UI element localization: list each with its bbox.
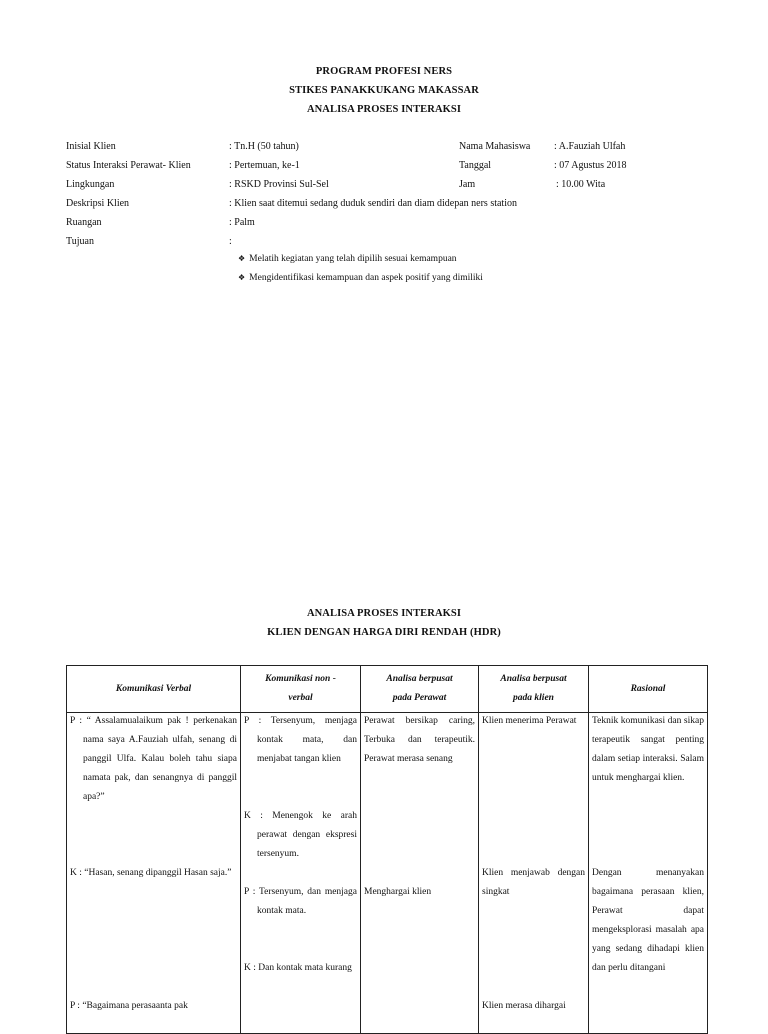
value-tujuan: : — [229, 236, 232, 247]
perawat-entry-2: Menghargai klien — [364, 887, 432, 897]
rasional-entry-1: Teknik komunikasi dan sikap terapeutik sangat penting dalam setiap interaksi. Salam untuk menghargai klien. — [592, 716, 704, 783]
verbal-entry-3: P : “Bagaimana perasaanta pak — [70, 1001, 188, 1011]
cell-verbal — [67, 713, 241, 1034]
header-komunikasi-nonverbal: Komunikasi non - verbal — [241, 666, 361, 713]
verbal-entry-1: P : “ Assalamualaikum pak ! perkenakan nama saya A.Fauziah ulfah, senang di panggil Ulfa. Kalau boleh tahu siapa namata pak, dan senangnya di panggil apa?” — [70, 716, 237, 802]
nonverbal-entry-3: P : Tersenyum, dan menjaga kontak mata. — [244, 887, 357, 916]
table-header-row — [67, 666, 708, 713]
nonverbal-entry-4: K : Dan kontak mata kurang — [244, 963, 352, 973]
verbal-entry-2: K : “Hasan, senang dipanggil Hasan saja.” — [70, 868, 232, 878]
cell-rasional — [589, 713, 708, 1034]
header-analisa-klien: Analisa berpusat pada klien — [479, 666, 589, 713]
value-nama-mahasiswa: : A.Fauziah Ulfah — [554, 141, 626, 152]
nonverbal-entry-1: P : Tersenyum, menjaga kontak mata, dan menjabat tangan klien — [244, 716, 357, 764]
header-rasional: Rasional — [589, 666, 708, 713]
value-lingkungan: : RSKD Provinsi Sul-Sel — [229, 179, 329, 190]
header-komunikasi-verbal: Komunikasi Verbal — [67, 666, 241, 713]
klien-entry-3: Klien merasa dihargai — [482, 1001, 566, 1011]
label-deskripsi-klien: Deskripsi Klien — [66, 198, 130, 209]
cell-analisa-perawat — [361, 713, 479, 1034]
value-status-interaksi: : Pertemuan, ke-1 — [229, 160, 300, 171]
cell-analisa-klien — [479, 713, 589, 1034]
value-deskripsi-klien: : Klien saat ditemui sedang duduk sendiri dan diam didepan ners station — [229, 198, 517, 209]
label-inisial-klien: Inisial Klien — [66, 141, 116, 152]
value-tanggal: : 07 Agustus 2018 — [554, 160, 627, 171]
tujuan-item-1: ❖ Melatih kegiatan yang telah dipilih sesuai kemampuan — [238, 254, 457, 264]
section-title-2: KLIEN DENGAN HARGA DIRI RENDAH (HDR) — [267, 627, 501, 638]
klien-entry-2: Klien menjawab dengan singkat — [482, 868, 585, 897]
section-title-1: ANALISA PROSES INTERAKSI — [306, 608, 462, 619]
rasional-entry-2: Dengan menanyakan bagaimana perasaan klien, Perawat dapat mengeksplorasi masalah apa yang sedang dihadapi klien dan perlu ditangani — [592, 868, 704, 973]
diamond-bullet-icon: ❖ — [238, 254, 246, 263]
tujuan-item-2: ❖ Mengidentifikasi kemampuan dan aspek positif yang dimiliki — [238, 273, 483, 283]
header-line-2: STIKES PANAKKUKANG MAKASSAR — [289, 85, 479, 96]
interaction-table — [66, 665, 708, 1034]
label-lingkungan: Lingkungan — [66, 179, 115, 190]
header-analisa-perawat: Analisa berpusat pada Perawat — [361, 666, 479, 713]
perawat-entry-1: Perawat bersikap caring, Terbuka dan terapeutik. Perawat merasa senang — [364, 716, 475, 764]
klien-entry-1: Klien menerima Perawat — [482, 716, 577, 726]
label-nama-mahasiswa: Nama Mahasiswa — [459, 141, 531, 152]
header-line-1: PROGRAM PROFESI NERS — [315, 66, 453, 77]
label-tanggal: Tanggal — [459, 160, 492, 171]
value-ruangan: : Palm — [229, 217, 255, 228]
value-jam: : 10.00 Wita — [556, 179, 606, 190]
table-row — [67, 713, 708, 1034]
cell-nonverbal — [241, 713, 361, 1034]
label-status-interaksi: Status Interaksi Perawat- Klien — [66, 160, 191, 171]
value-inisial-klien: : Tn.H (50 tahun) — [229, 141, 299, 152]
label-ruangan: Ruangan — [66, 217, 102, 228]
label-tujuan: Tujuan — [66, 236, 94, 247]
nonverbal-entry-2: K : Menengok ke arah perawat dengan ekspresi tersenyum. — [244, 811, 357, 859]
diamond-bullet-icon: ❖ — [238, 273, 246, 282]
label-jam: Jam — [459, 179, 476, 190]
header-line-3: ANALISA PROSES INTERAKSI — [306, 104, 462, 115]
